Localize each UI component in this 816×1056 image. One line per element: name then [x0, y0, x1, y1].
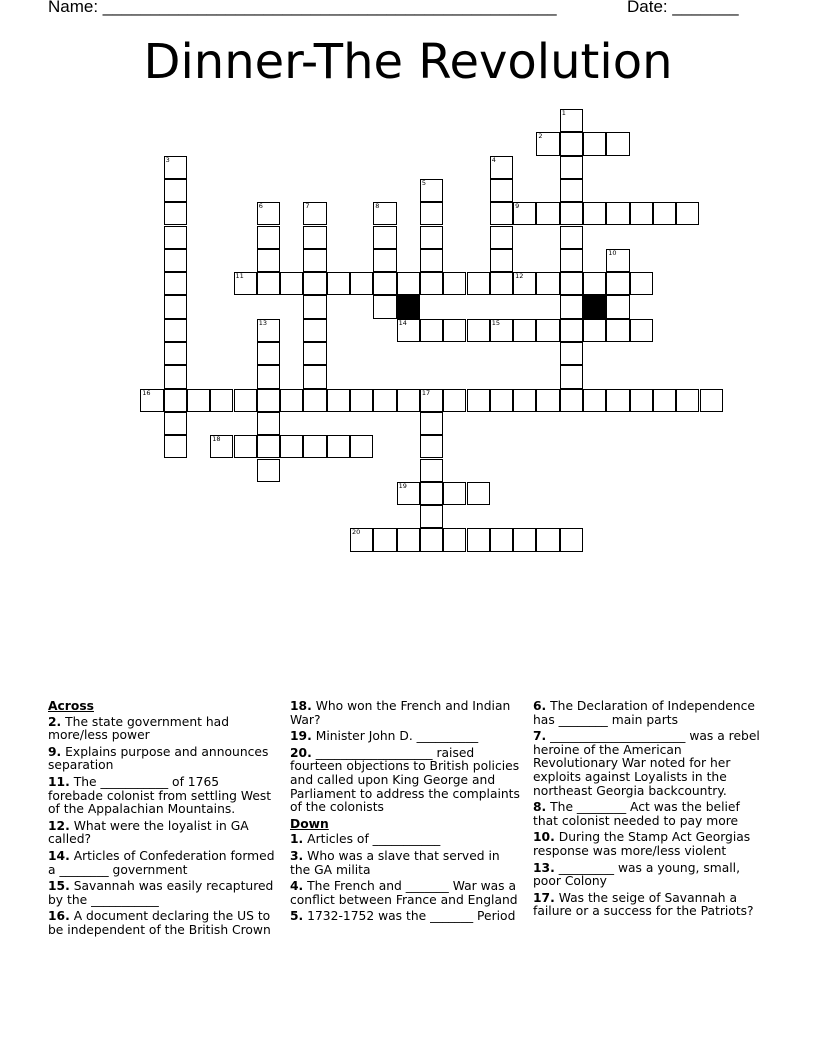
crossword-cell[interactable]: [397, 389, 420, 412]
crossword-cell[interactable]: [327, 435, 350, 458]
crossword-cell[interactable]: [606, 202, 629, 225]
crossword-cell[interactable]: [606, 319, 629, 342]
crossword-cell[interactable]: [490, 179, 513, 202]
crossword-cell[interactable]: [257, 272, 280, 295]
clue-number: 1: [561, 109, 566, 117]
crossword-cell[interactable]: [420, 226, 443, 249]
crossword-cell[interactable]: [490, 226, 513, 249]
crossword-cell[interactable]: [583, 132, 606, 155]
crossword-cell[interactable]: [536, 389, 559, 412]
crossword-cell[interactable]: [164, 226, 187, 249]
crossword-cell[interactable]: [373, 202, 396, 225]
down-heading: Down: [290, 816, 329, 831]
crossword-cell[interactable]: [443, 482, 466, 505]
crossword-cell[interactable]: [280, 389, 303, 412]
crossword-cell[interactable]: [164, 272, 187, 295]
crossword-cell[interactable]: [397, 272, 420, 295]
clue-down-4: 4. The French and _______ War was a conflict between France and England: [290, 879, 518, 907]
crossword-cell[interactable]: [560, 109, 583, 132]
clues-column-2: [290, 700, 522, 927]
clue-across-15: 15. Savannah was easily recaptured by the ___________: [48, 879, 274, 907]
clue-down-7: 7. ______________________ was a rebel heroine of the American Revolutionary War noted for her exploits against Loyalists in the northeast Georgia backcountry.: [533, 729, 760, 798]
crossword-cell[interactable]: [257, 202, 280, 225]
clue-number: 5: [421, 178, 427, 187]
clue-number: 6: [258, 202, 263, 211]
crossword-cell[interactable]: [303, 272, 326, 295]
clues-column-3: [533, 700, 761, 922]
crossword-cell[interactable]: [420, 179, 443, 202]
clue-number: 4: [491, 155, 496, 164]
crossword-cell[interactable]: [700, 389, 723, 412]
crossword-cell[interactable]: [210, 435, 233, 458]
clue-across-11: 11. The ___________ of 1765 forebade colonist from settling West of the Appalachian Mountains.: [48, 774, 272, 817]
crossword-cell[interactable]: [303, 389, 326, 412]
crossword-cell[interactable]: [303, 342, 326, 365]
clue-across-18: 18. Who won the French and Indian War?: [290, 699, 511, 727]
crossword-cell[interactable]: [164, 156, 187, 179]
crossword-cell[interactable]: [350, 435, 373, 458]
clue-number: 10: [608, 248, 617, 257]
crossword-cell[interactable]: [583, 272, 606, 295]
crossword-cell[interactable]: [397, 528, 420, 551]
crossword-cell[interactable]: [350, 272, 373, 295]
crossword-cell[interactable]: [606, 132, 629, 155]
crossword-cell[interactable]: [327, 272, 350, 295]
clue-across-16: 16. A document declaring the US to be independent of the British Crown: [48, 909, 271, 937]
crossword-cell[interactable]: [467, 389, 490, 412]
crossword-cell[interactable]: [536, 202, 559, 225]
crossword-cell[interactable]: [350, 528, 373, 551]
crossword-cell[interactable]: [303, 435, 326, 458]
clue-number: 11: [235, 272, 244, 281]
clue-across-9: 9. Explains purpose and announces separation: [48, 744, 269, 773]
clue-down-17: 17. Was the seige of Savannah a failure or a success for the Patriots?: [533, 890, 754, 919]
crossword-cell[interactable]: [630, 202, 653, 225]
crossword-cell[interactable]: [630, 389, 653, 412]
crossword-cell[interactable]: [443, 319, 466, 342]
crossword-cell[interactable]: [280, 435, 303, 458]
clue-number: 7: [305, 202, 310, 211]
crossword-cell[interactable]: [420, 435, 443, 458]
crossword-cell[interactable]: [164, 202, 187, 225]
crossword-cell[interactable]: [420, 389, 443, 412]
crossword-cell[interactable]: [373, 528, 396, 551]
crossword-cell[interactable]: [513, 528, 536, 551]
crossword-cell[interactable]: [303, 295, 326, 318]
crossword-cell[interactable]: [560, 295, 583, 318]
crossword-cell[interactable]: [280, 272, 303, 295]
crossword-cell[interactable]: [560, 226, 583, 249]
crossword-cell[interactable]: [210, 389, 233, 412]
crossword-cell[interactable]: [373, 226, 396, 249]
crossword-cell[interactable]: [653, 389, 676, 412]
clue-across-20: 20. ___________________ raised fourteen objections to British policies and called upon King George and Parliament to address the complaints of the colonists: [290, 745, 520, 815]
crossword-cell[interactable]: [420, 412, 443, 435]
crossword-cell[interactable]: [420, 528, 443, 551]
crossword-cell[interactable]: [257, 226, 280, 249]
clue-down-13: 13. _________ was a young, small, poor Colony: [533, 860, 740, 889]
clue-down-10: 10. During the Stamp Act Georgias response was more/less violent: [533, 830, 751, 858]
clue-down-6: 6. The Declaration of Independence has ________ main parts: [533, 699, 755, 727]
clue-number: 9: [515, 202, 520, 211]
crossword-cell[interactable]: [490, 272, 513, 295]
crossword-cell[interactable]: [443, 389, 466, 412]
crossword-cell[interactable]: [560, 249, 583, 272]
clue-across-12: 12. What were the loyalist in GA called?: [48, 818, 249, 847]
crossword-cell[interactable]: [420, 505, 443, 528]
puzzle-title: Dinner-The Revolution: [143, 34, 673, 90]
crossword-cell[interactable]: [676, 202, 699, 225]
crossword-cell[interactable]: [630, 272, 653, 295]
crossword-cell[interactable]: [303, 365, 326, 388]
crossword-cell[interactable]: [583, 202, 606, 225]
crossword-cell[interactable]: [583, 319, 606, 342]
crossword-cell[interactable]: [536, 272, 559, 295]
crossword-cell[interactable]: [257, 249, 280, 272]
clue-number: 20: [352, 528, 361, 537]
clue-number: 8: [375, 202, 380, 211]
clue-number: 15: [491, 318, 501, 327]
crossword-cell[interactable]: [234, 435, 257, 458]
crossword-cell[interactable]: [303, 319, 326, 342]
crossword-cell[interactable]: [513, 389, 536, 412]
crossword-cell[interactable]: [327, 389, 350, 412]
clue-number: 13: [258, 318, 268, 327]
crossword-cell[interactable]: [606, 295, 629, 318]
crossword-cell[interactable]: [606, 389, 629, 412]
crossword-cell[interactable]: [676, 389, 699, 412]
clue-across-2: 2. The state government had more/less power: [48, 714, 230, 743]
crossword-cell[interactable]: [467, 272, 490, 295]
clue-across-14: 14. Articles of Confederation formed a ________ government: [48, 848, 275, 877]
crossword-cell[interactable]: [164, 412, 187, 435]
crossword-cell[interactable]: [467, 319, 490, 342]
crossword-cell[interactable]: [560, 528, 583, 551]
crossword-cell[interactable]: [257, 365, 280, 388]
crossword-cell[interactable]: [373, 272, 396, 295]
crossword-cell[interactable]: [164, 365, 187, 388]
clue-down-3: 3. Who was a slave that served in the GA milita: [290, 848, 500, 877]
crossword-cell[interactable]: [257, 389, 280, 412]
crossword-cell[interactable]: [234, 272, 257, 295]
crossword-cell[interactable]: [303, 249, 326, 272]
black-square: [397, 295, 420, 318]
clue-across-19: 19. Minister John D. __________: [290, 729, 479, 744]
crossword-cell[interactable]: [443, 272, 466, 295]
crossword-cell[interactable]: [560, 272, 583, 295]
crossword-cell[interactable]: [513, 319, 536, 342]
clue-number: 12: [515, 272, 524, 281]
crossword-cell[interactable]: [164, 249, 187, 272]
crossword-cell[interactable]: [420, 319, 443, 342]
clue-number: 14: [398, 318, 407, 327]
crossword-cell[interactable]: [350, 389, 373, 412]
crossword-cell[interactable]: [140, 389, 163, 412]
crossword-cell[interactable]: [373, 249, 396, 272]
crossword-cell[interactable]: [560, 342, 583, 365]
crossword-cell[interactable]: [397, 482, 420, 505]
crossword-cell[interactable]: [560, 156, 583, 179]
crossword-cell[interactable]: [164, 389, 187, 412]
crossword-cell[interactable]: [420, 459, 443, 482]
crossword-cell[interactable]: [583, 389, 606, 412]
crossword-cell[interactable]: [164, 342, 187, 365]
crossword-cell[interactable]: [397, 319, 420, 342]
crossword-cell[interactable]: [490, 202, 513, 225]
crossword-cell[interactable]: [536, 319, 559, 342]
crossword-cell[interactable]: [420, 482, 443, 505]
crossword-cell[interactable]: [606, 249, 629, 272]
crossword-cell[interactable]: [560, 179, 583, 202]
crossword-cell[interactable]: [630, 319, 653, 342]
crossword-cell[interactable]: [164, 295, 187, 318]
crossword-cell[interactable]: [467, 482, 490, 505]
crossword-cell[interactable]: [653, 202, 676, 225]
crossword-cell[interactable]: [560, 389, 583, 412]
crossword-cell[interactable]: [490, 319, 513, 342]
crossword-cell[interactable]: [606, 272, 629, 295]
crossword-cell[interactable]: [490, 528, 513, 551]
crossword-cell[interactable]: [560, 365, 583, 388]
clues-column-1: [48, 700, 276, 941]
crossword-cell[interactable]: [257, 342, 280, 365]
clue-number: 16: [142, 388, 151, 397]
crossword-cell[interactable]: [536, 528, 559, 551]
crossword-cell[interactable]: [257, 459, 280, 482]
black-square: [583, 295, 606, 318]
crossword-cell[interactable]: [303, 226, 326, 249]
crossword-cell[interactable]: [490, 389, 513, 412]
across-heading: Across: [48, 699, 94, 713]
clue-down-1: 1. Articles of ___________: [290, 832, 441, 847]
crossword-cell[interactable]: [490, 156, 513, 179]
crossword-cell[interactable]: [560, 132, 583, 155]
clue-down-5: 5. 1732-1752 was the _______ Period: [290, 909, 516, 924]
crossword-cell[interactable]: [420, 202, 443, 225]
crossword-cell[interactable]: [257, 412, 280, 435]
clue-number: 19: [398, 481, 407, 490]
date-field: Date: _______: [627, 0, 739, 16]
crossword-cell[interactable]: [164, 179, 187, 202]
crossword-cell[interactable]: [257, 435, 280, 458]
crossword-cell[interactable]: [513, 202, 536, 225]
crossword-cell[interactable]: [257, 319, 280, 342]
clue-number: 18: [212, 435, 221, 444]
name-field: Name: ________________________________________________: [48, 0, 557, 16]
crossword-cell[interactable]: [303, 202, 326, 225]
crossword-cell[interactable]: [560, 202, 583, 225]
crossword-cell[interactable]: [467, 528, 490, 551]
clue-number: 17: [421, 388, 431, 397]
crossword-cell[interactable]: [560, 319, 583, 342]
crossword-cell[interactable]: [164, 319, 187, 342]
crossword-cell[interactable]: [420, 249, 443, 272]
clue-down-8: 8. The ________ Act was the belief that colonist needed to pay more: [533, 800, 740, 828]
crossword-cell[interactable]: [536, 132, 559, 155]
clue-number: 2: [538, 132, 543, 141]
crossword-cell[interactable]: [187, 389, 210, 412]
crossword-cell[interactable]: [164, 435, 187, 458]
crossword-cell[interactable]: [373, 389, 396, 412]
crossword-cell[interactable]: [490, 249, 513, 272]
crossword-cell[interactable]: [373, 295, 396, 318]
crossword-cell[interactable]: [420, 272, 443, 295]
clue-number: 3: [165, 155, 170, 164]
crossword-cell[interactable]: [443, 528, 466, 551]
crossword-cell[interactable]: [234, 389, 257, 412]
crossword-cell[interactable]: [513, 272, 536, 295]
